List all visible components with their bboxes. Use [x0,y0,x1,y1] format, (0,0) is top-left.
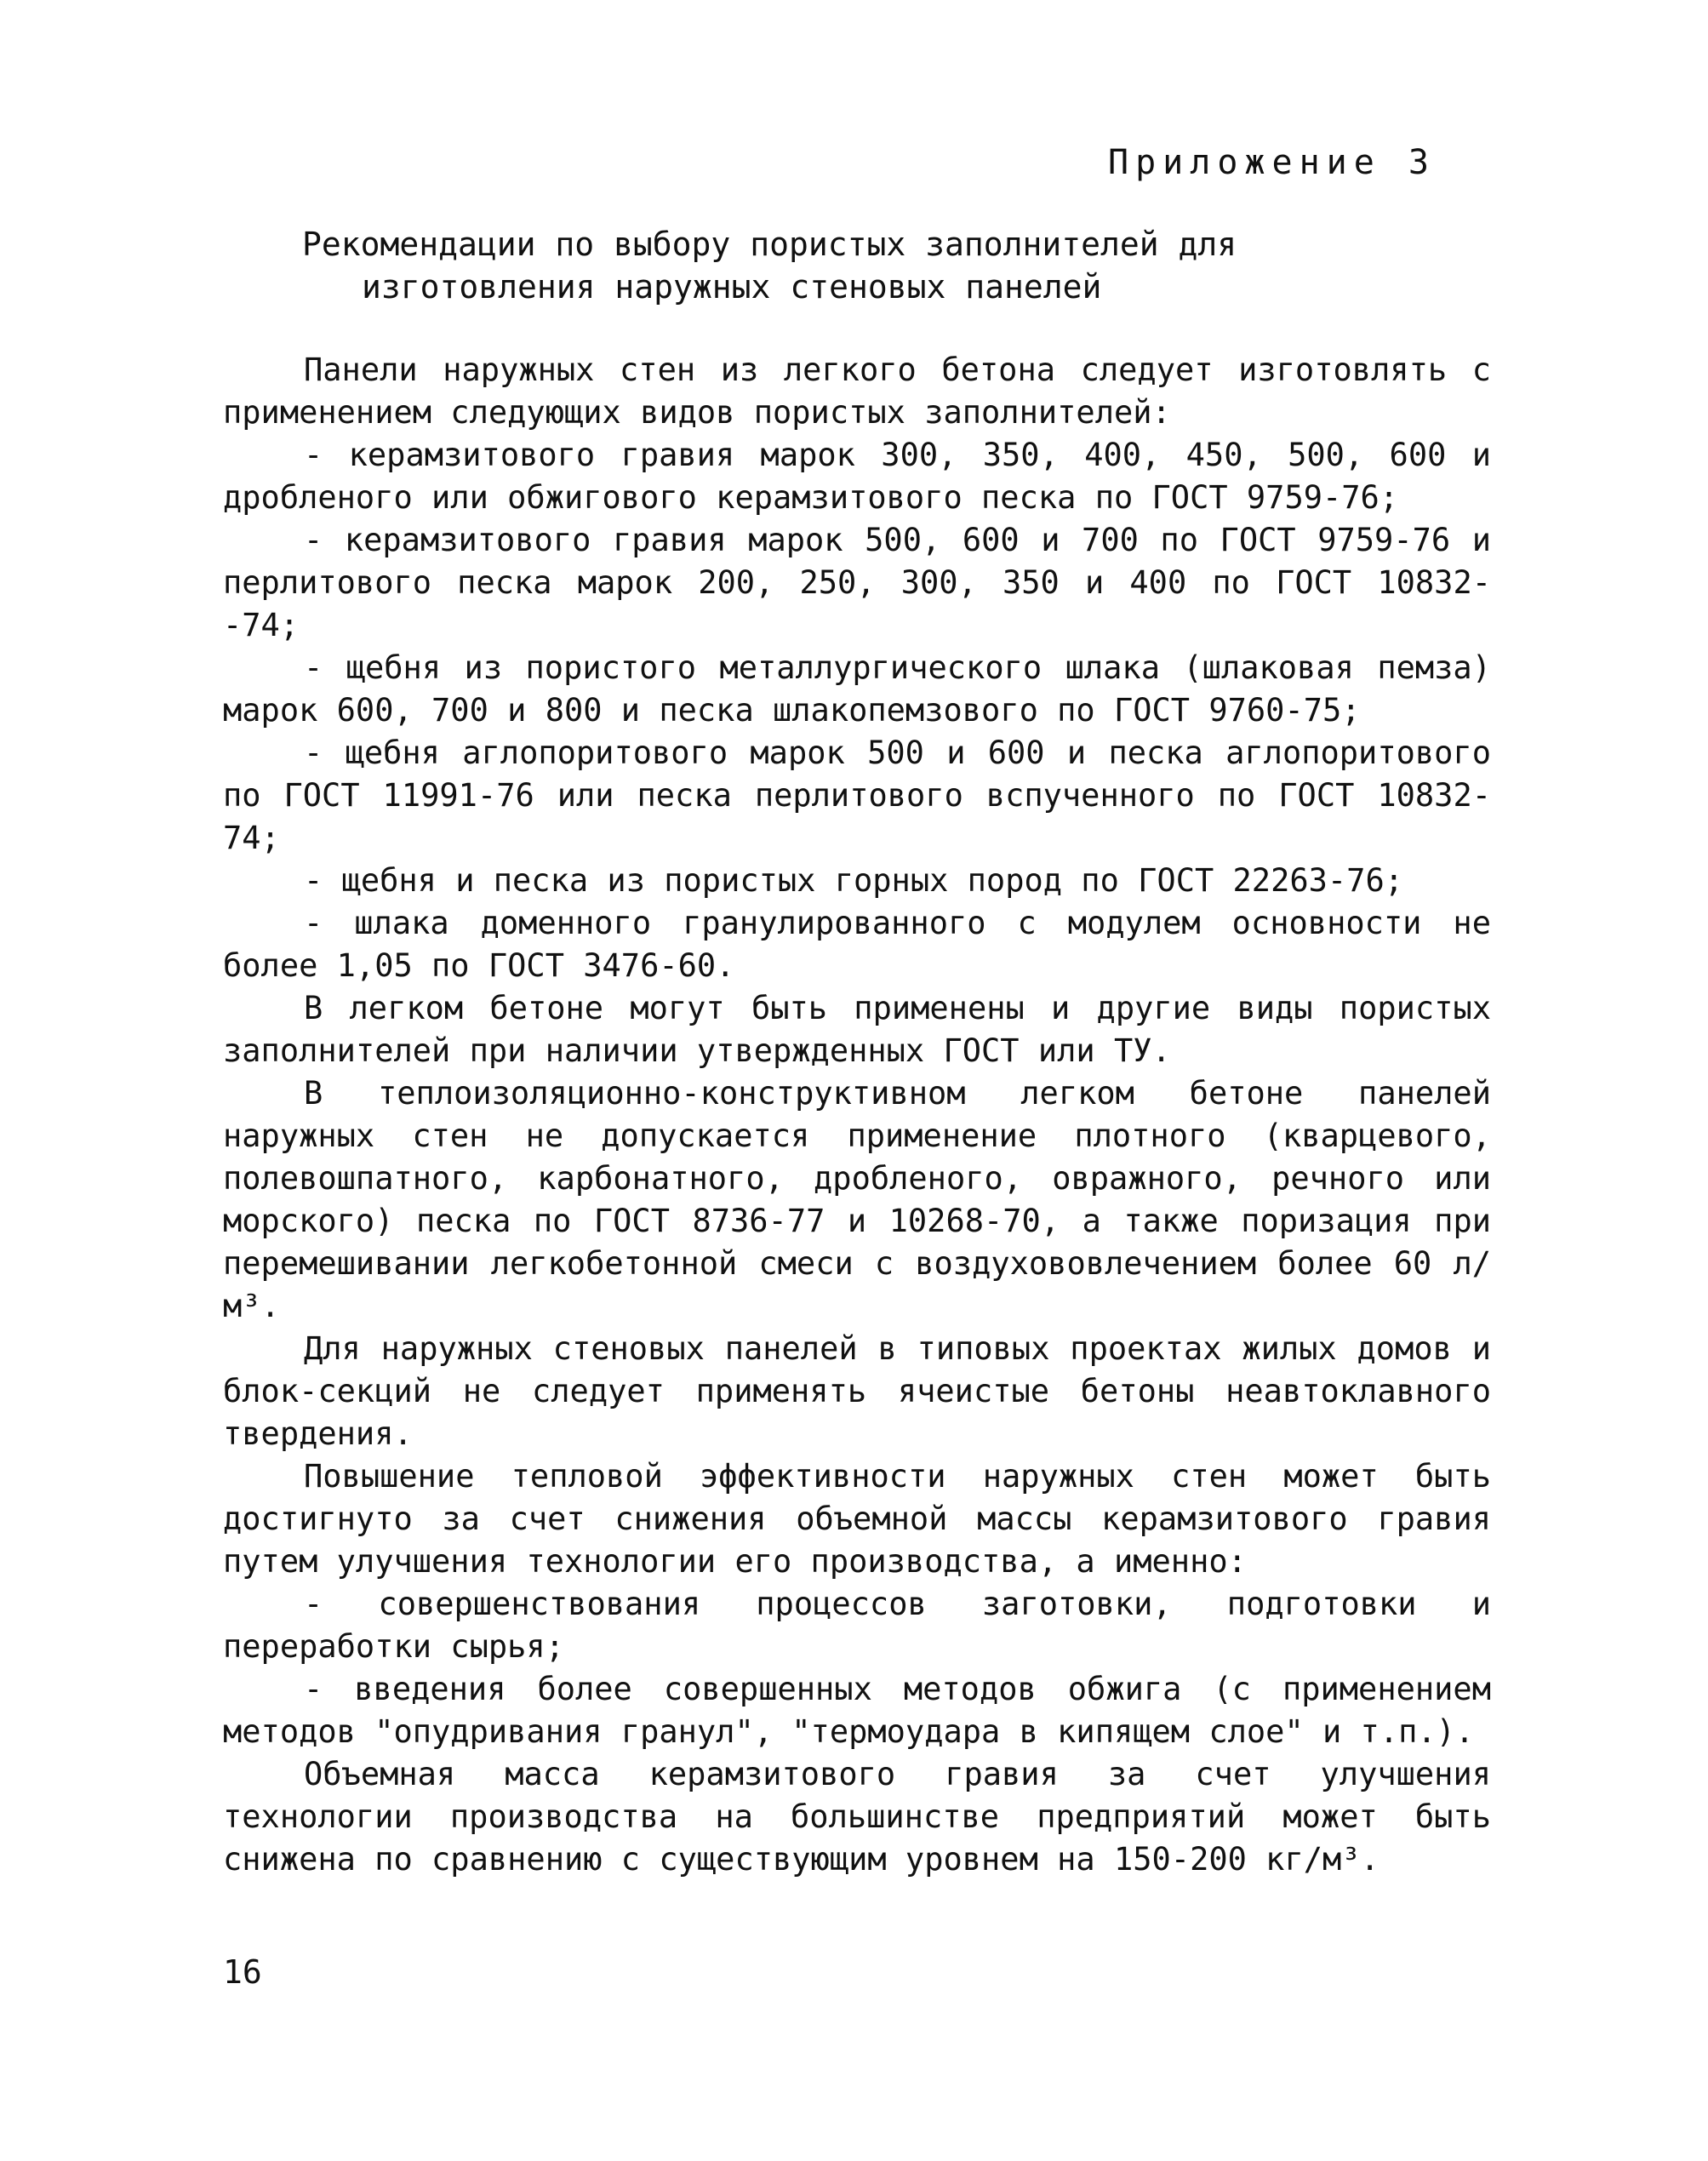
list-item: - шлака доменного гранулированного с модулем основности не более 1,05 по ГОСТ 3476-60. [223,905,1491,984]
paragraph: В теплоизоляционно-конструктивном легком бетоне панелей наружных стен не допускается применение плотного (кварцевого, полевошпатного, карбонатного, дробленого, овражного, речного или морского) песка по ГОСТ 8736-77 и 10268-70, а также поризация при перемешивании легкобетонной смеси с воздухововлечением более 60 л/м³. [223,1075,1491,1324]
body-text [223,349,1491,1881]
appendix-label: Приложение 3 [1108,143,1436,182]
list-item: - щебня аглопоритового марок 500 и 600 и песка аглопоритового по ГОСТ 11991-76 или песка перлитового вспученного по ГОСТ 10832-74; [223,735,1491,856]
title-line-2: изготовления наружных стеновых панелей [362,268,1102,306]
list-item: - щебня и песка из пористых горных пород по ГОСТ 22263-76; [304,862,1404,899]
list-item: - щебня из пористого металлургического шлака (шлаковая пемза) марок 600, 700 и 800 и песка шлакопемзового по ГОСТ 9760-75; [223,649,1491,729]
list-item: - керамзитового гравия марок 500, 600 и 700 по ГОСТ 9759-76 и перлитового песка марок 200, 250, 300, 350 и 400 по ГОСТ 10832--74; [223,522,1491,643]
page-number: 16 [223,1953,262,1991]
title-line-1: Рекомендации по выбору пористых заполнителей для [302,226,1237,263]
document-title [302,223,1237,308]
paragraph: Для наружных стеновых панелей в типовых проектах жилых домов и блок-секций не следует применять ячеистые бетоны неавтоклавного твердения. [223,1330,1491,1452]
paragraph: Объемная масса керамзитового гравия за счет улучшения технологии производства на большинстве предприятий может быть снижена по сравнению с существующим уровнем на 150-200 кг/м³. [223,1756,1491,1878]
paragraph: В легком бетоне могут быть применены и другие виды пористых заполнителей при наличии утвержденных ГОСТ или ТУ. [223,990,1491,1069]
list-item: - керамзитового гравия марок 300, 350, 400, 450, 500, 600 и дробленого или обжигового керамзитового песка по ГОСТ 9759-76; [223,437,1491,516]
list-item: - совершенствования процессов заготовки, подготовки и переработки сырья; [223,1586,1491,1665]
paragraph: Панели наружных стен из легкого бетона следует изготовлять с применением следующих видов пористых заполнителей: [223,352,1491,431]
paragraph: Повышение тепловой эффективности наружных стен может быть достигнуто за счет снижения объемной массы керамзитового гравия путем улучшения технологии его производства, а именно: [223,1458,1491,1580]
list-item: - введения более совершенных методов обжига (с применением методов "опудривания гранул", "термоудара в кипящем слое" и т.п.). [223,1671,1491,1750]
